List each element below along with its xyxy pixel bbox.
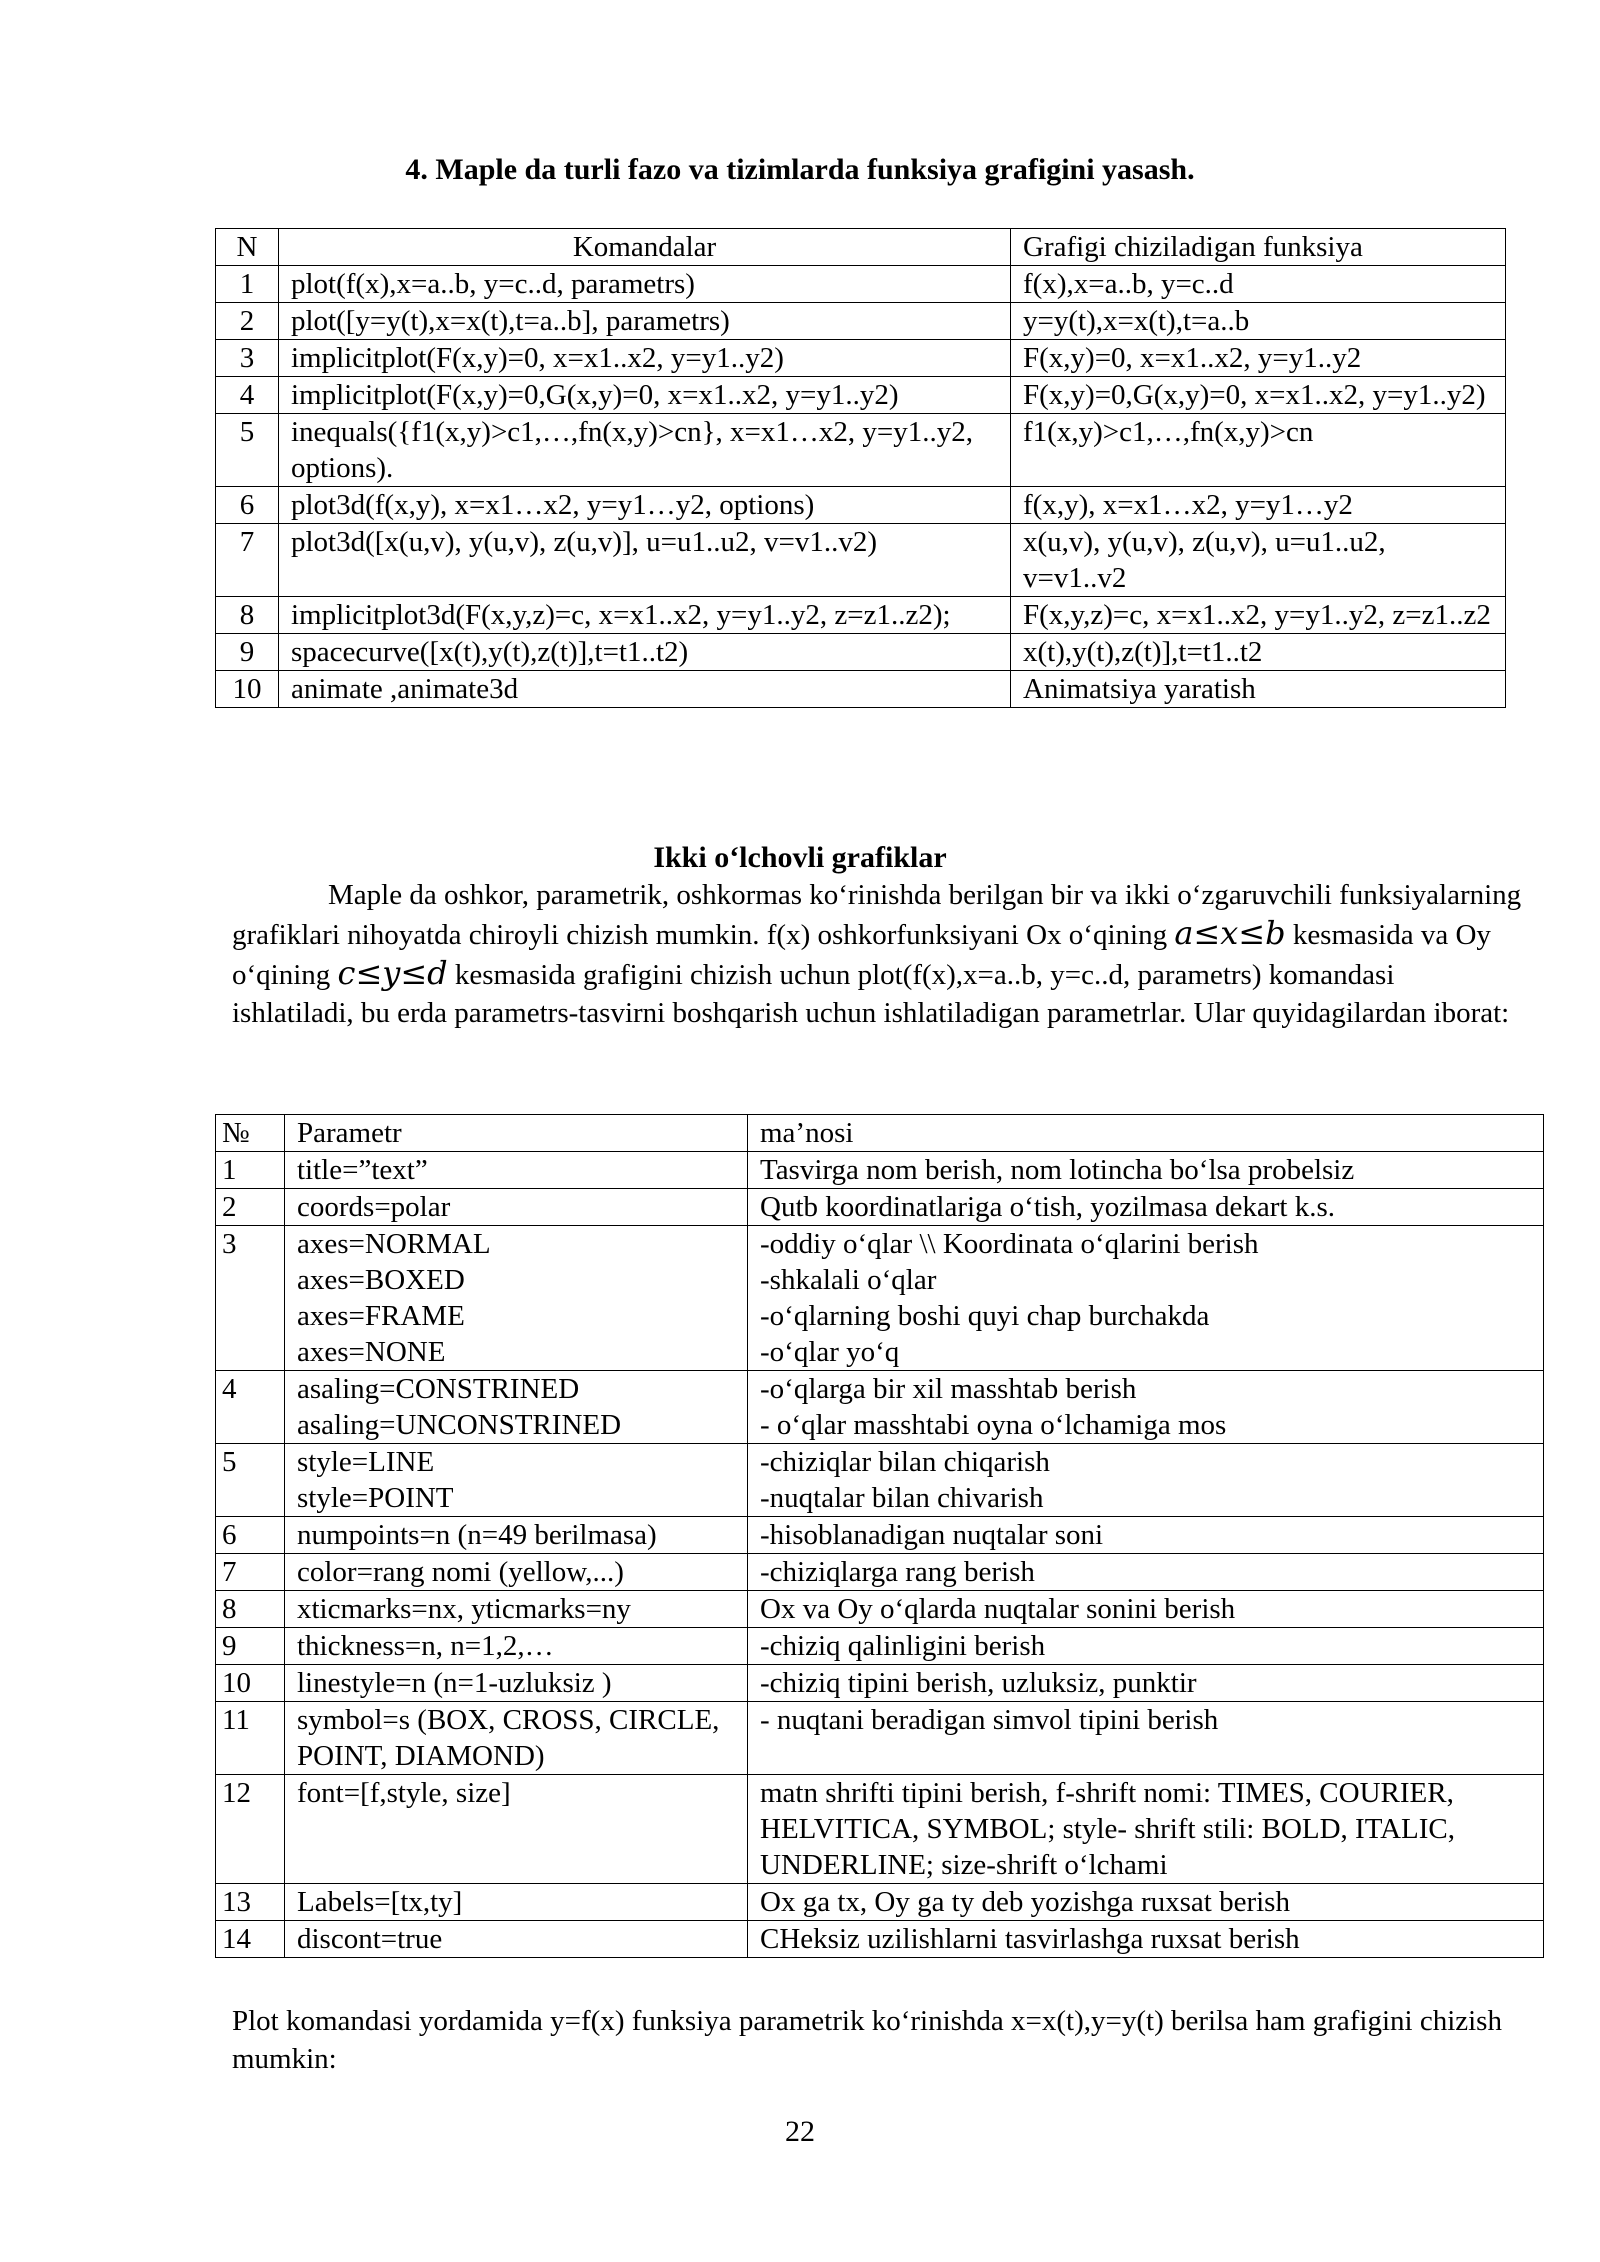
table-cell: 5	[216, 1444, 285, 1517]
table-cell: plot(f(x),x=a..b, y=c..d, parametrs)	[279, 266, 1011, 303]
paragraph-text-2: kesmasida va Oy o‘qining	[232, 919, 1491, 991]
parameter-row	[216, 1152, 1544, 1189]
subsection-heading: Ikki o‘lchovli grafiklar	[653, 841, 947, 874]
table-cell: 12	[216, 1775, 285, 1884]
table-cell: symbol=s (BOX, CROSS, CIRCLE, POINT, DIAMOND)	[285, 1702, 748, 1775]
command-row	[216, 524, 1506, 597]
table-cell: Ox ga tx, Oy ga ty deb yozishga ruxsat berish	[748, 1884, 1544, 1921]
parameter-row	[216, 1371, 1544, 1444]
table-cell: -o‘qlarga bir xil masshtab berish - o‘qlar masshtabi oyna o‘lchamiga mos	[748, 1371, 1544, 1444]
header-cell: Komandalar	[279, 229, 1011, 266]
table-cell: 9	[216, 1628, 285, 1665]
table-cell: -chiziqlar bilan chiqarish -nuqtalar bilan chivarish	[748, 1444, 1544, 1517]
command-row	[216, 634, 1506, 671]
table-cell: -chiziq qalinligini berish	[748, 1628, 1544, 1665]
parameter-row	[216, 1591, 1544, 1628]
table-cell: font=[f,style, size]	[285, 1775, 748, 1884]
command-row	[216, 414, 1506, 487]
parameter-row	[216, 1226, 1544, 1371]
table-cell: xticmarks=nx, yticmarks=ny	[285, 1591, 748, 1628]
command-row	[216, 377, 1506, 414]
table-cell: -hisoblanadigan nuqtalar soni	[748, 1517, 1544, 1554]
parameter-row	[216, 1517, 1544, 1554]
table-cell: animate ,animate3d	[279, 671, 1011, 708]
command-row-header	[216, 229, 1506, 266]
table-cell: plot3d(f(x,y), x=x1…x2, y=y1…y2, options)	[279, 487, 1011, 524]
intro-paragraph	[232, 876, 1522, 1032]
table-cell: 5	[216, 414, 279, 487]
parameter-row	[216, 1444, 1544, 1517]
parameter-row	[216, 1665, 1544, 1702]
parameter-row	[216, 1189, 1544, 1226]
table-cell: axes=NORMAL axes=BOXED axes=FRAME axes=NONE	[285, 1226, 748, 1371]
table-cell: thickness=n, n=1,2,…	[285, 1628, 748, 1665]
table-cell: 14	[216, 1921, 285, 1958]
table-cell: -chiziqlarga rang berish	[748, 1554, 1544, 1591]
table-cell: F(x,y)=0, x=x1..x2, y=y1..y2	[1011, 340, 1506, 377]
table-cell: 1	[216, 266, 279, 303]
table-cell: 10	[216, 671, 279, 708]
header-cell: N	[216, 229, 279, 266]
header-cell: №	[216, 1115, 285, 1152]
table-cell: inequals({f1(x,y)>c1,…,fn(x,y)>cn}, x=x1…x2, y=y1..y2, options).	[279, 414, 1011, 487]
parameter-row	[216, 1628, 1544, 1665]
page-number: 22	[785, 2115, 815, 2148]
table-cell: linestyle=n (n=1-uzluksiz )	[285, 1665, 748, 1702]
table-cell: implicitplot(F(x,y)=0,G(x,y)=0, x=x1..x2, y=y1..y2)	[279, 377, 1011, 414]
parameters-table	[215, 1114, 1544, 1958]
paragraph-text-3: kesmasida grafigini chizish uchun plot(f(x),x=a..b, y=c..d, parametrs) komandasi ishlatiladi, bu erda parametrs-tasvirni boshqarish uchun ishlatiladigan parametrlar. Ular quyidagilardan iborat:	[232, 959, 1510, 1029]
table-cell: 7	[216, 524, 279, 597]
command-row	[216, 597, 1506, 634]
table-cell: 8	[216, 1591, 285, 1628]
parameter-row-header	[216, 1115, 1544, 1152]
command-row	[216, 340, 1506, 377]
table-cell: implicitplot3d(F(x,y,z)=c, x=x1..x2, y=y1..y2, z=z1..z2);	[279, 597, 1011, 634]
header-cell: ma’nosi	[748, 1115, 1544, 1152]
table-cell: 7	[216, 1554, 285, 1591]
command-row	[216, 671, 1506, 708]
parameter-row	[216, 1775, 1544, 1884]
table-cell: 3	[216, 340, 279, 377]
table-cell: 3	[216, 1226, 285, 1371]
table-cell: - nuqtani beradigan simvol tipini berish	[748, 1702, 1544, 1775]
commands-table	[215, 228, 1506, 708]
header-cell: Grafigi chiziladigan funksiya	[1011, 229, 1506, 266]
table-cell: 1	[216, 1152, 285, 1189]
table-cell: f(x),x=a..b, y=c..d	[1011, 266, 1506, 303]
table-cell: 6	[216, 1517, 285, 1554]
table-cell: 4	[216, 1371, 285, 1444]
inequality-a-x-b: a≤x≤b	[1174, 914, 1286, 952]
table-cell: y=y(t),x=x(t),t=a..b	[1011, 303, 1506, 340]
inequality-c-y-d: c≤y≤d	[337, 954, 448, 992]
table-cell: 8	[216, 597, 279, 634]
table-cell: matn shrifti tipini berish, f-shrift nomi: TIMES, COURIER, HELVITICA, SYMBOL; style- shrift stili: BOLD, ITALIC, UNDERLINE; size-shrift o‘lchami	[748, 1775, 1544, 1884]
command-row	[216, 487, 1506, 524]
closing-paragraph: Plot komandasi yordamida y=f(x) funksiya parametrik ko‘rinishda x=x(t),y=y(t) berilsa ham grafigini chizish mumkin:	[232, 2005, 1502, 2075]
table-cell: Labels=[tx,ty]	[285, 1884, 748, 1921]
table-cell: 9	[216, 634, 279, 671]
table-cell: asaling=CONSTRINED asaling=UNCONSTRINED	[285, 1371, 748, 1444]
table-cell: Tasvirga nom berish, nom lotincha bo‘lsa probelsiz	[748, 1152, 1544, 1189]
table-cell: discont=true	[285, 1921, 748, 1958]
table-cell: x(t),y(t),z(t)],t=t1..t2	[1011, 634, 1506, 671]
table-cell: 4	[216, 377, 279, 414]
table-cell: spacecurve([x(t),y(t),z(t)],t=t1..t2)	[279, 634, 1011, 671]
table-cell: 10	[216, 1665, 285, 1702]
table-cell: -oddiy o‘qlar \\ Koordinata o‘qlarini berish -shkalali o‘qlar -o‘qlarning boshi quyi chap burchakda -o‘qlar yo‘q	[748, 1226, 1544, 1371]
table-cell: f1(x,y)>c1,…,fn(x,y)>cn	[1011, 414, 1506, 487]
table-cell: 11	[216, 1702, 285, 1775]
parameter-row	[216, 1554, 1544, 1591]
table-cell: style=LINE style=POINT	[285, 1444, 748, 1517]
section-heading: 4. Maple da turli fazo va tizimlarda funksiya grafigini yasash.	[405, 153, 1195, 186]
table-cell: implicitplot(F(x,y)=0, x=x1..x2, y=y1..y2)	[279, 340, 1011, 377]
parameter-row	[216, 1702, 1544, 1775]
table-cell: f(x,y), x=x1…x2, y=y1…y2	[1011, 487, 1506, 524]
table-cell: F(x,y)=0,G(x,y)=0, x=x1..x2, y=y1..y2)	[1011, 377, 1506, 414]
parameter-row	[216, 1921, 1544, 1958]
table-cell: 13	[216, 1884, 285, 1921]
header-cell: Parametr	[285, 1115, 748, 1152]
table-cell: -chiziq tipini berish, uzluksiz, punktir	[748, 1665, 1544, 1702]
table-cell: color=rang nomi (yellow,...)	[285, 1554, 748, 1591]
table-cell: title=”text”	[285, 1152, 748, 1189]
table-cell: numpoints=n (n=49 berilmasa)	[285, 1517, 748, 1554]
table-cell: Qutb koordinatlariga o‘tish, yozilmasa dekart k.s.	[748, 1189, 1544, 1226]
table-cell: 6	[216, 487, 279, 524]
table-cell: Ox va Oy o‘qlarda nuqtalar sonini berish	[748, 1591, 1544, 1628]
command-row	[216, 266, 1506, 303]
table-cell: 2	[216, 1189, 285, 1226]
table-cell: 2	[216, 303, 279, 340]
parameter-row	[216, 1884, 1544, 1921]
command-row	[216, 303, 1506, 340]
table-cell: F(x,y,z)=c, x=x1..x2, y=y1..y2, z=z1..z2	[1011, 597, 1506, 634]
table-cell: Animatsiya yaratish	[1011, 671, 1506, 708]
table-cell: x(u,v), y(u,v), z(u,v), u=u1..u2, v=v1..v2	[1011, 524, 1506, 597]
table-cell: coords=polar	[285, 1189, 748, 1226]
table-cell: plot3d([x(u,v), y(u,v), z(u,v)], u=u1..u2, v=v1..v2)	[279, 524, 1011, 597]
table-cell: CHeksiz uzilishlarni tasvirlashga ruxsat berish	[748, 1921, 1544, 1958]
table-cell: plot([y=y(t),x=x(t),t=a..b], parametrs)	[279, 303, 1011, 340]
paragraph-text-1: Maple da oshkor, parametrik, oshkormas ko‘rinishda berilgan bir va ikki o‘zgaruvchili funksiyalarning grafiklari nihoyatda chiroyli chizish mumkin. f(x) oshkorfunksiyani Ox o‘qining	[232, 879, 1522, 951]
